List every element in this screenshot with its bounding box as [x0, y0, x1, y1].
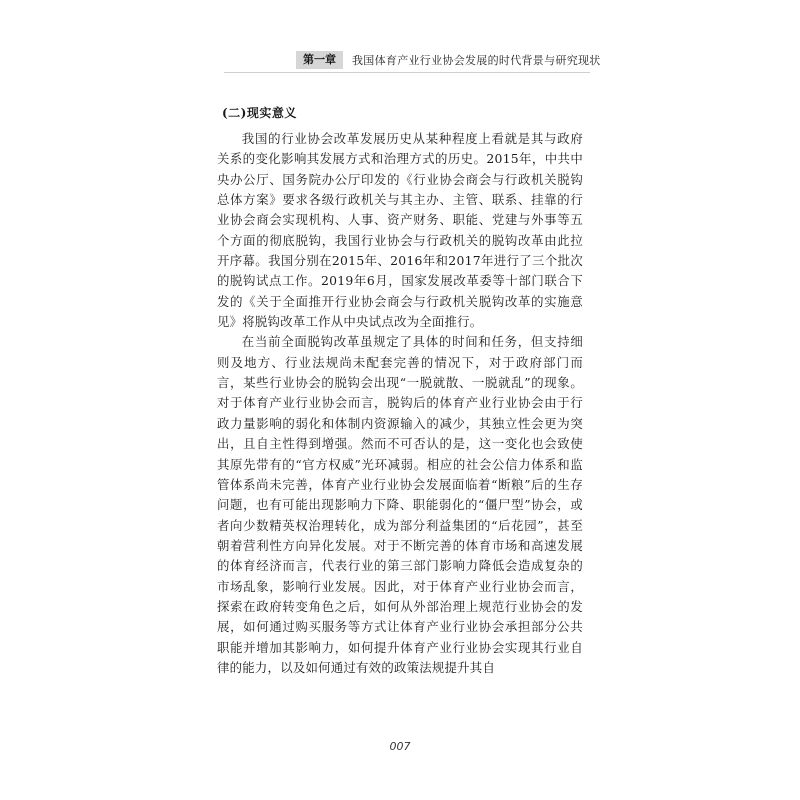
chapter-label: 第一章: [296, 51, 343, 69]
chapter-title: 我国体育产业行业协会发展的时代背景与研究现状: [352, 54, 601, 67]
body-text: [217, 129, 583, 678]
paragraph: 我国的行业协会改革发展历史从某种程度上看就是其与政府关系的变化影响其发展方式和治理方式的历史。2015年，中共中央办公厅、国务院办公厅印发的《行业协会商会与行政机关脱钩总体方案》要求各级行政机关与其主办、主管、联系、挂靠的行业协会商会实现机构、人事、资产财务、职能、党建与外事等五个方面的彻底脱钩，我国行业协会与行政机关的脱钩改革由此拉开序幕。我国分别在2015年、2016年和2017年进行了三个批次的脱钩试点工作。2019年6月，国家发展改革委等十部门联合下发的《关于全面推开行业协会商会与行政机关脱钩改革的实施意见》将脱钩改革工作从中央试点改为全面推行。: [217, 131, 583, 330]
paragraph: 在当前全面脱钩改革虽规定了具体的时间和任务，但支持细则及地方、行业法规尚未配套完善的情况下，对于政府部门而言，某些行业协会的脱钩会出现“一脱就散、一脱就乱”的现象。对于体育产业行业协会而言，脱钩后的体育产业行业协会由于行政力量影响的弱化和体制内资源输入的减少，其独立性会更为突出，且自主性得到增强。然而不可否认的是，这一变化也会致使其原先带有的“官方权威”光环减弱。相应的社会公信力体系和监管体系尚未完善，体育产业行业协会发展面临着“断粮”后的生存问题，也有可能出现影响力下降、职能弱化的“僵尸型”协会，或者向少数精英权治理转化，成为部分利益集团的“后花园”，甚至朝着营利性方向异化发展。对于不断完善的体育市场和高速发展的体育经济而言，代表行业的第三部门影响力降低会造成复杂的市场乱象，影响行业发展。因此，对于体育产业行业协会而言，探索在政府转变角色之后，如何从外部治理上规范行业协会的发展，如何通过购买服务等方式让体育产业行业协会承担部分公共职能并增加其影响力，如何提升体育产业行业协会实现其行业自律的能力，以及如何通过有效的政策法规提升其自: [217, 334, 583, 675]
running-header: [296, 50, 601, 70]
page-number: 007: [389, 740, 411, 753]
header-rule: [224, 72, 590, 73]
section-heading: (二)现实意义: [222, 106, 297, 120]
